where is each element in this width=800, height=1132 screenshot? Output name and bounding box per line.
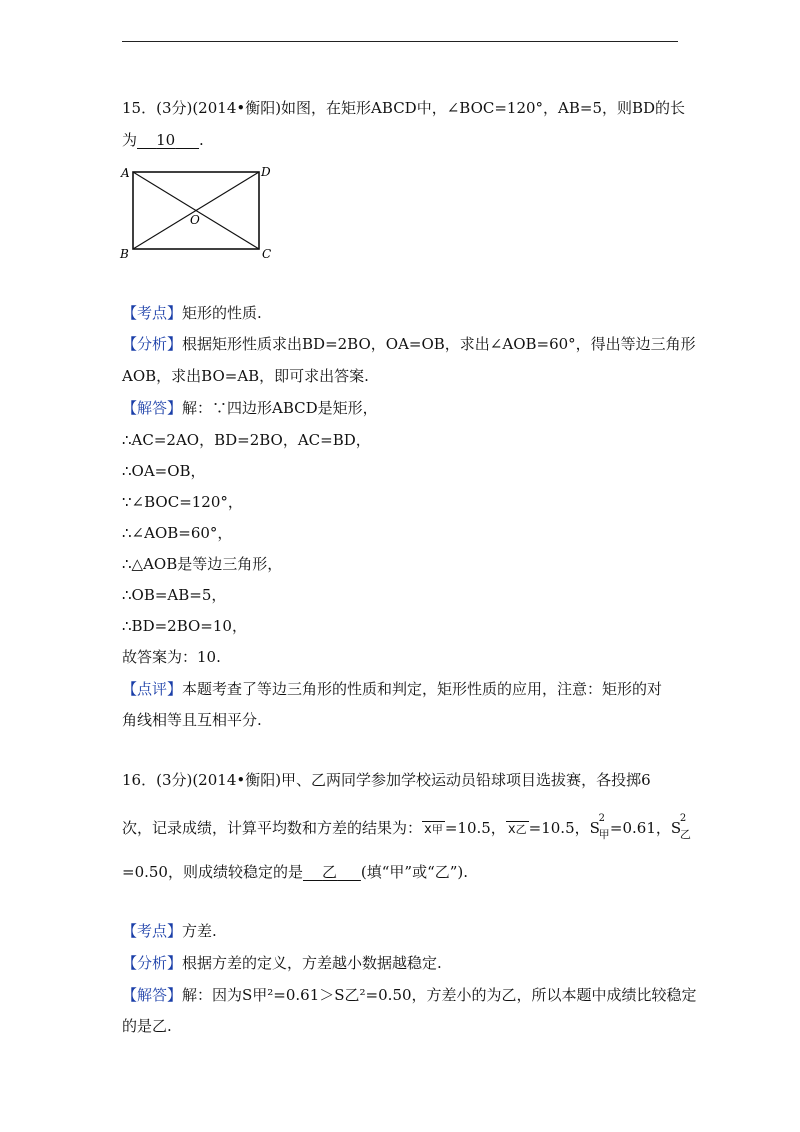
q16-kaodian: 【考点】方差.	[122, 922, 217, 940]
q15-fenxi: 【分析】根据矩形性质求出BD=2BO，OA=OB，求出∠AOB=60°，得出等边三角形	[122, 335, 696, 353]
q15-step: ∴BD=2BO=10，	[122, 617, 247, 635]
mean-jia-symbol: x甲	[424, 822, 443, 837]
q15-step: ∴△AOB是等边三角形，	[122, 555, 283, 573]
q15-step: ∵∠BOC=120°，	[122, 493, 243, 511]
q15-stem-line1: 15．(3分)(2014•衡阳)如图，在矩形ABCD中，∠BOC=120°，AB=5，则BD的长	[122, 99, 686, 117]
q15-kaodian: 【考点】矩形的性质.	[122, 304, 262, 322]
label-o: O	[190, 213, 200, 227]
variance-jia-symbol: S 2 甲	[589, 813, 610, 841]
q16-jieda: 【解答】解：因为S甲²=0.61＞S乙²=0.50，方差小的为乙，所以本题中成绩比较稳定	[122, 986, 697, 1004]
q15-dianping-line2: 角线相等且互相平分.	[122, 711, 262, 729]
q15-answer-blank: 10	[156, 131, 176, 149]
q16-stem-line3: =0.50，则成绩较稳定的是 乙 (填“甲”或“乙”).	[122, 863, 469, 881]
q16-fenxi: 【分析】根据方差的定义，方差越小数据越稳定.	[122, 954, 442, 972]
label-b: B	[120, 247, 129, 261]
label-c: C	[262, 247, 272, 261]
q16-answer-blank: 乙	[322, 863, 338, 881]
variance-yi-symbol: S 2 乙	[670, 813, 691, 841]
label-d: D	[261, 165, 271, 179]
rectangle-figure	[116, 160, 276, 265]
mean-yi-symbol: x乙	[507, 822, 527, 837]
q16-stem-line2: 次，记录成绩，计算平均数和方差的结果为： x甲 =10.5， x乙 =10.5，S 2 甲 =0.61，S 2 乙	[122, 813, 691, 841]
q15-stem-line2: 为 10 .	[122, 131, 204, 149]
q15-step: ∴OB=AB=5，	[122, 586, 227, 604]
q15-jieda: 【解答】解：∵四边形ABCD是矩形，	[122, 399, 378, 417]
q16-jieda-line2: 的是乙.	[122, 1017, 172, 1035]
q15-step: ∴OA=OB，	[122, 462, 206, 480]
q15-fenxi-line2: AOB，求出BO=AB，即可求出答案.	[122, 367, 369, 385]
q15-final-answer: 故答案为：10.	[122, 648, 221, 666]
q15-dianping: 【点评】本题考查了等边三角形的性质和判定，矩形性质的应用，注意：矩形的对	[122, 680, 663, 698]
label-a: A	[121, 166, 130, 180]
q15-step: ∴AC=2AO，BD=2BO，AC=BD，	[122, 431, 371, 449]
header-rule	[122, 41, 678, 42]
q16-stem-line1: 16．(3分)(2014•衡阳)甲、乙两同学参加学校运动员铅球项目选拔赛，各投掷6	[122, 771, 651, 789]
q15-step: ∴∠AOB=60°，	[122, 524, 233, 542]
